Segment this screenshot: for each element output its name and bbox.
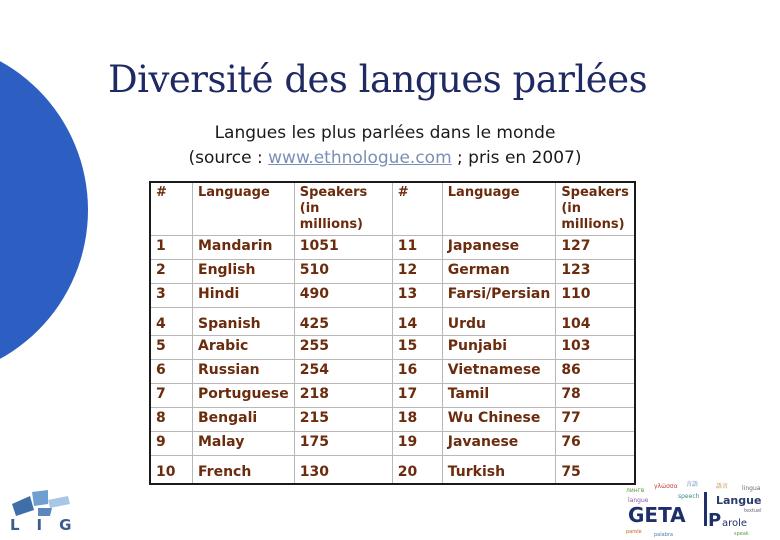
cell-speakers-right: 103 [556, 336, 635, 360]
cell-speakers-right: 77 [556, 408, 635, 432]
cell-speakers-left: 175 [294, 432, 392, 456]
table-row [150, 456, 635, 485]
table-row [150, 236, 635, 260]
logo-langue-text: Langue [716, 494, 762, 507]
table-row [150, 384, 635, 408]
svg-text:P: P [708, 510, 722, 531]
header-rank-2: # [392, 182, 442, 236]
cell-language-left: Arabic [193, 336, 295, 360]
svg-text:лингв: лингв [626, 487, 645, 494]
cell-rank-left: 3 [150, 284, 193, 308]
svg-text:speech: speech [678, 493, 700, 500]
cell-speakers-right: 110 [556, 284, 635, 308]
cell-rank-right: 12 [392, 260, 442, 284]
cell-speakers-right: 104 [556, 308, 635, 336]
cell-language-right: Wu Chinese [442, 408, 556, 432]
svg-text:γλώσσα: γλώσσα [654, 483, 678, 490]
svg-text:parole: parole [626, 529, 642, 535]
cell-rank-left: 8 [150, 408, 193, 432]
geta-langue-parole-logo-icon [624, 478, 774, 538]
cell-rank-right: 11 [392, 236, 442, 260]
cell-rank-right: 14 [392, 308, 442, 336]
cell-speakers-left: 1051 [294, 236, 392, 260]
header-language-1: Language [193, 182, 295, 236]
cell-speakers-left: 254 [294, 360, 392, 384]
table-row [150, 408, 635, 432]
cell-rank-right: 18 [392, 408, 442, 432]
languages-table [149, 181, 636, 485]
cell-rank-left: 5 [150, 336, 193, 360]
cell-rank-left: 6 [150, 360, 193, 384]
svg-text:語言: 語言 [716, 483, 729, 490]
svg-text:palabra: palabra [654, 532, 673, 538]
decorative-arc [0, 40, 90, 380]
cell-speakers-right: 78 [556, 384, 635, 408]
svg-text:lingua: lingua [742, 485, 761, 492]
cell-language-left: Mandarin [193, 236, 295, 260]
languages-table-container [149, 181, 636, 485]
table-row [150, 360, 635, 384]
svg-text:arole: arole [722, 518, 748, 529]
header-speakers-1: Speakers (in millions) [294, 182, 392, 236]
cell-rank-right: 13 [392, 284, 442, 308]
table-body [150, 236, 635, 485]
cell-speakers-left: 255 [294, 336, 392, 360]
cell-language-left: Hindi [193, 284, 295, 308]
cell-language-right: Javanese [442, 432, 556, 456]
cell-language-left: French [193, 456, 295, 485]
cell-language-right: Vietnamese [442, 360, 556, 384]
source-link[interactable]: www.ethnologue.com [268, 148, 452, 168]
cell-rank-right: 19 [392, 432, 442, 456]
cell-language-right: Tamil [442, 384, 556, 408]
cell-rank-right: 15 [392, 336, 442, 360]
cell-rank-left: 4 [150, 308, 193, 336]
cell-language-left: Bengali [193, 408, 295, 432]
cell-rank-left: 7 [150, 384, 193, 408]
cell-speakers-right: 123 [556, 260, 635, 284]
table-row [150, 432, 635, 456]
cell-rank-right: 20 [392, 456, 442, 485]
header-rank-1: # [150, 182, 193, 236]
cell-speakers-left: 510 [294, 260, 392, 284]
cell-language-left: Malay [193, 432, 295, 456]
subtitle-line-2 [120, 146, 650, 171]
cell-speakers-right: 76 [556, 432, 635, 456]
cell-rank-left: 10 [150, 456, 193, 485]
cell-speakers-left: 490 [294, 284, 392, 308]
cell-rank-left: 1 [150, 236, 193, 260]
subtitle-line-1: Langues les plus parlées dans le monde [214, 123, 556, 143]
cell-rank-right: 16 [392, 360, 442, 384]
cell-speakers-right: 75 [556, 456, 635, 485]
cell-speakers-left: 215 [294, 408, 392, 432]
logo-geta-text: GETA [628, 503, 686, 527]
cell-language-right: Urdu [442, 308, 556, 336]
cell-rank-right: 17 [392, 384, 442, 408]
cell-speakers-right: 86 [556, 360, 635, 384]
cell-language-right: Japanese [442, 236, 556, 260]
table-header-row [150, 182, 635, 236]
subtitle-suffix: ; pris en 2007) [451, 148, 582, 168]
table-row [150, 308, 635, 336]
slide-title: Diversité des langues parlées [108, 58, 648, 101]
svg-text:言語: 言語 [686, 481, 699, 488]
header-speakers-2: Speakers (in millions) [556, 182, 635, 236]
cell-language-right: Punjabi [442, 336, 556, 360]
lig-logo-text: LIG [10, 516, 89, 534]
table-row [150, 336, 635, 360]
cell-speakers-left: 218 [294, 384, 392, 408]
cell-language-right: Farsi/Persian [442, 284, 556, 308]
svg-text:langue: langue [628, 497, 649, 504]
header-language-2: Language [442, 182, 556, 236]
cell-rank-left: 9 [150, 432, 193, 456]
svg-text:speak: speak [734, 531, 749, 537]
cell-language-left: Russian [193, 360, 295, 384]
subtitle-prefix: (source : [188, 148, 269, 168]
svg-text:textuel: textuel [744, 508, 762, 514]
cell-language-right: German [442, 260, 556, 284]
cell-language-left: English [193, 260, 295, 284]
table-row [150, 284, 635, 308]
table-row [150, 260, 635, 284]
cell-language-right: Turkish [442, 456, 556, 485]
cell-language-left: Spanish [193, 308, 295, 336]
cell-language-left: Portuguese [193, 384, 295, 408]
slide-subtitle [120, 121, 650, 171]
cell-rank-left: 2 [150, 260, 193, 284]
cell-speakers-left: 130 [294, 456, 392, 485]
cell-speakers-left: 425 [294, 308, 392, 336]
cell-speakers-right: 127 [556, 236, 635, 260]
